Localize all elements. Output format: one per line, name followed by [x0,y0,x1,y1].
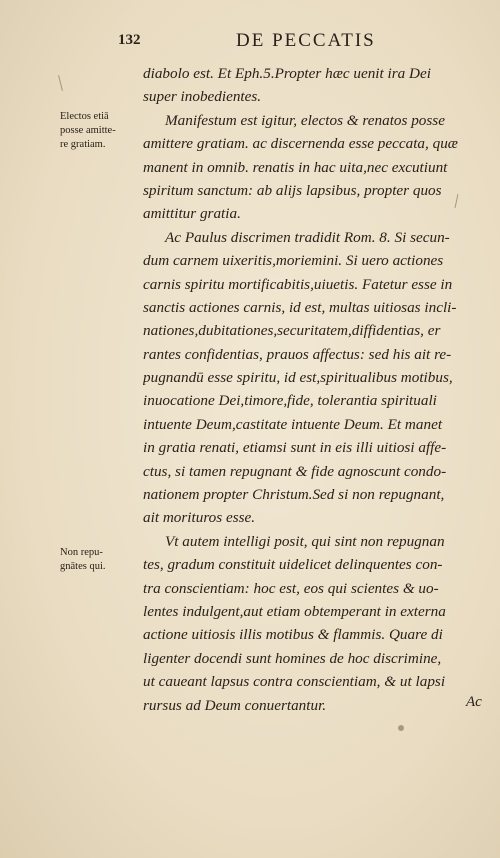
text-line: nationem propter Christum.Sed si non repugnant, [143,486,445,504]
running-title: DE PECCATIS [236,30,376,51]
margin-note-non-repugnantes [60,546,140,574]
text-line: ctus, si tamen repugnant & fide agnoscunt condo- [143,462,447,480]
margin-note-electos [60,110,140,152]
text-line: Ac Paulus discrimen tradidit Rom. 8. Si secun- [165,228,450,246]
text-line: inuocatione Dei,timore,fide, tolerantia spirituali [143,392,437,410]
text-line: actione uitiosis illis motibus & flammis. Quare di [143,626,443,644]
text-line: nationes,dubitationes,securitatem,diffidentias, er [143,322,441,340]
text-line: ut caueant lapsus contra conscientiam, & ut lapsi [143,673,446,691]
ink-spot [398,725,404,731]
text-line: manent in omnib. renatis in hac uita,nec excutiunt [143,158,448,176]
text-line: tra conscientiam: hoc est, eos qui scientes & uo- [143,579,439,597]
ink-mark [58,75,63,91]
margin-note-line: posse amitte- [60,125,116,136]
text-line: carnis spiritu mortificabitis,uiuetis. Fatetur esse in [143,275,453,293]
text-line: tes, gradum constituit uidelicet delinquentes con- [143,556,443,574]
page-number: 132 [118,32,141,48]
text-line: ligenter docendi sunt homines de hoc discrimine, [143,649,442,667]
text-line: rursus ad Deum conuertantur. [143,696,327,714]
margin-note-line: gnātes qui. [60,561,106,572]
margin-note-line: Non repu- [60,547,103,558]
text-line: dum carnem uixeritis,moriemini. Si uero actiones [143,252,444,270]
text-line: diabolo est. Et Eph.5.Propter hæc uenit ira Dei [143,65,431,82]
margin-note-line: re gratiam. [60,139,106,150]
text-line: sanctis actiones carnis, id est, multas uitiosas incli- [143,298,457,316]
margin-note-line: Electos etiā [60,111,109,122]
text-line: in gratia renati, etiamsi sunt in eis illi uitiosi affe- [143,439,447,457]
text-line: pugnandū esse spiritu, id est,spiritualibus motibus, [143,369,453,387]
text-line: amittere gratiam. ac discernenda esse peccata, quæ [143,135,458,153]
text-line: Vt autem intelligi posit, qui sint non repugnan [165,532,445,550]
text-line: super inobedientes. [143,88,262,106]
text-line: intuente Deum,castitate intuente Deum. Et manet [143,415,443,433]
main-text-block [143,62,489,717]
text-line: lentes indulgent,aut etiam obtemperant in externa [143,602,446,620]
text-line: Manifestum est igitur, electos & renatos posse [165,111,445,129]
text-line: spiritum sanctum: ab alijs lapsibus, propter quos [143,181,442,199]
text-line: rantes confidentias, prauos affectus: sed his ait re- [143,345,452,363]
text-line: ait morituros esse. [143,509,256,527]
page-header [118,30,490,54]
catchword: Ac [466,694,482,710]
text-line: amittitur gratia. [143,205,241,223]
